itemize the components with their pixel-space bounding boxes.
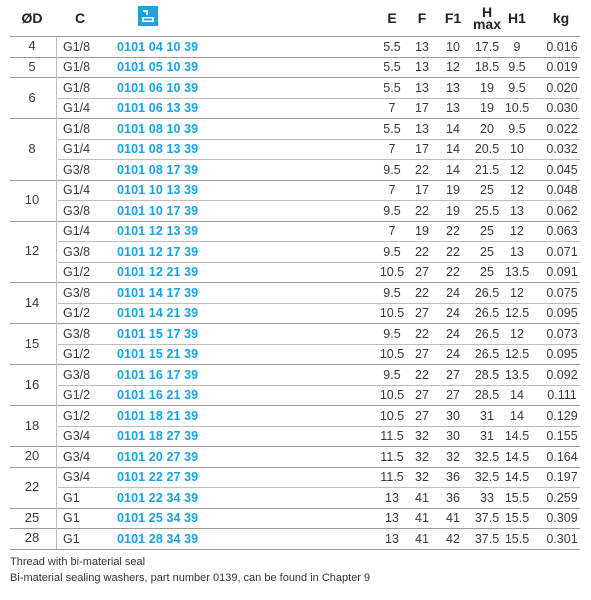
thread-cell: G1/2 xyxy=(63,347,91,361)
header-f1: F1 xyxy=(444,10,462,26)
cell-hmax: 19 xyxy=(480,80,494,95)
cell-f: 32 xyxy=(415,429,429,443)
cell-f: 27 xyxy=(415,306,429,320)
cell-f: 27 xyxy=(415,347,429,361)
cell-e: 7 xyxy=(388,224,396,238)
cell-f1: 36 xyxy=(446,490,460,505)
cell-kg: 0.092 xyxy=(546,367,578,382)
cell-hmax: 20.5 xyxy=(474,142,500,156)
cell-kg: 0.073 xyxy=(546,326,578,341)
cell-hmax: 31 xyxy=(480,408,494,423)
thread-cell: G3/8 xyxy=(63,326,91,341)
thread-cell: G1/2 xyxy=(63,408,91,423)
cell-kg: 0.016 xyxy=(546,39,578,54)
cell-e: 11.5 xyxy=(380,470,404,484)
cell-hmax: 26.5 xyxy=(474,326,500,341)
cell-f: 41 xyxy=(415,531,429,546)
cell-hmax: 25 xyxy=(480,183,494,197)
cell-h1: 12.5 xyxy=(504,306,530,320)
header-thread: C xyxy=(74,10,86,26)
cell-e: 7 xyxy=(388,101,396,115)
part-number-cell: 0101 08 13 39 xyxy=(117,142,199,156)
cell-f1: 24 xyxy=(446,285,460,300)
cell-kg: 0.045 xyxy=(546,162,578,177)
cell-e: 9.5 xyxy=(383,244,401,259)
cell-kg: 0.075 xyxy=(546,285,578,300)
cell-hmax: 19 xyxy=(480,101,494,115)
header-hmax-bottom: max xyxy=(472,16,502,32)
cell-hmax: 28.5 xyxy=(474,367,500,382)
cell-e: 11.5 xyxy=(380,449,404,464)
cell-f1: 24 xyxy=(446,326,460,341)
cell-f: 17 xyxy=(415,142,429,156)
cell-e: 5.5 xyxy=(383,39,401,54)
cell-hmax: 18.5 xyxy=(474,60,500,74)
cell-hmax: 25 xyxy=(480,244,494,259)
thread-cell: G1/8 xyxy=(63,121,91,136)
cell-f1: 30 xyxy=(446,429,460,443)
cell-kg: 0.019 xyxy=(546,60,578,74)
diameter-cell: 10 xyxy=(24,192,40,207)
part-number-cell: 0101 10 17 39 xyxy=(117,203,199,218)
cell-hmax: 17.5 xyxy=(474,39,500,54)
cell-hmax: 28.5 xyxy=(474,388,500,402)
cell-e: 13 xyxy=(385,511,399,525)
cell-f: 22 xyxy=(415,244,429,259)
thread-cell: G3/8 xyxy=(63,367,91,382)
footnote-washers: Bi-material sealing washers, part number 0139, can be found in Chapter 9 xyxy=(10,572,371,584)
cell-h1: 15.5 xyxy=(504,531,530,546)
cell-f1: 13 xyxy=(446,80,460,95)
cell-f1: 42 xyxy=(446,531,460,546)
thread-cell: G1/2 xyxy=(63,388,91,402)
thread-cell: G3/8 xyxy=(63,162,91,177)
cell-h1: 14 xyxy=(510,388,524,402)
part-number-cell: 0101 10 13 39 xyxy=(117,183,199,197)
cell-kg: 0.309 xyxy=(546,511,578,525)
part-number-cell: 0101 04 10 39 xyxy=(117,39,199,54)
cell-h1: 14 xyxy=(510,408,524,423)
thread-cell: G1 xyxy=(63,490,80,505)
part-number-cell: 0101 12 17 39 xyxy=(117,244,199,259)
diameter-cell: 8 xyxy=(28,140,36,156)
cell-f1: 19 xyxy=(446,183,460,197)
thread-cell: G3/4 xyxy=(63,470,91,484)
cell-kg: 0.301 xyxy=(546,531,578,546)
diameter-cell: 6 xyxy=(28,89,36,105)
cell-f1: 22 xyxy=(446,244,460,259)
thread-cell: G1/2 xyxy=(63,265,91,279)
cell-kg: 0.048 xyxy=(546,183,578,197)
cell-e: 10.5 xyxy=(379,347,405,361)
cell-h1: 12 xyxy=(510,162,524,177)
thread-cell: G3/8 xyxy=(63,244,91,259)
header-e: E xyxy=(387,10,397,26)
cell-h1: 13.5 xyxy=(504,265,530,279)
thread-cell: G1/4 xyxy=(63,101,91,115)
diameter-cell: 16 xyxy=(24,376,40,392)
cell-kg: 0.063 xyxy=(546,224,578,238)
chain-link-brand-icon xyxy=(138,6,158,26)
diameter-cell: 12 xyxy=(24,243,40,259)
thread-cell: G3/4 xyxy=(63,449,91,464)
thread-cell: G1/8 xyxy=(63,80,91,95)
cell-f1: 13 xyxy=(446,101,460,115)
part-number-cell: 0101 18 21 39 xyxy=(117,408,199,423)
thread-cell: G1/8 xyxy=(63,60,91,74)
cell-h1: 13 xyxy=(510,244,524,259)
cell-e: 13 xyxy=(385,531,399,546)
header-hmax-top: H xyxy=(481,4,493,20)
thread-cell: G1 xyxy=(63,531,80,546)
part-number-cell: 0101 14 17 39 xyxy=(117,285,199,300)
cell-kg: 0.062 xyxy=(546,203,578,218)
cell-f1: 10 xyxy=(446,39,460,54)
header-f: F xyxy=(417,10,427,26)
thread-cell: G1/4 xyxy=(63,142,91,156)
diameter-cell: 15 xyxy=(24,335,40,351)
cell-f1: 14 xyxy=(446,121,460,136)
cell-e: 13 xyxy=(385,490,399,505)
cell-f1: 24 xyxy=(446,306,460,320)
thread-cell: G1/4 xyxy=(63,183,91,197)
part-number-cell: 0101 05 10 39 xyxy=(117,60,199,74)
cell-hmax: 32.5 xyxy=(474,470,500,484)
cell-f: 22 xyxy=(415,162,429,177)
thread-cell: G3/8 xyxy=(63,285,91,300)
cell-h1: 12 xyxy=(510,285,524,300)
group-rule xyxy=(10,549,580,550)
cell-h1: 15.5 xyxy=(504,511,530,525)
thread-cell: G3/8 xyxy=(63,203,91,218)
cell-h1: 13.5 xyxy=(504,367,530,382)
cell-f: 41 xyxy=(415,490,429,505)
cell-e: 10.5 xyxy=(379,388,405,402)
cell-f: 41 xyxy=(415,511,429,525)
cell-kg: 0.032 xyxy=(546,142,578,156)
cell-f: 22 xyxy=(415,326,429,341)
cell-h1: 14.5 xyxy=(504,470,530,484)
part-number-cell: 0101 25 34 39 xyxy=(117,511,199,525)
cell-f: 22 xyxy=(415,203,429,218)
cell-h1: 12 xyxy=(510,326,524,341)
cell-hmax: 26.5 xyxy=(474,285,500,300)
header-diameter: ØD xyxy=(21,10,43,26)
cell-f: 19 xyxy=(415,224,429,238)
part-number-cell: 0101 14 21 39 xyxy=(117,306,199,320)
cell-hmax: 26.5 xyxy=(474,306,500,320)
diameter-cell: 14 xyxy=(24,294,40,310)
cell-kg: 0.164 xyxy=(546,449,578,464)
cell-hmax: 31 xyxy=(480,429,494,443)
diameter-cell: 25 xyxy=(24,509,40,525)
header-kg: kg xyxy=(552,10,570,26)
cell-f1: 22 xyxy=(446,224,460,238)
cell-f1: 36 xyxy=(446,470,460,484)
cell-f: 27 xyxy=(415,388,429,402)
cell-f: 32 xyxy=(415,449,429,464)
cell-f: 13 xyxy=(415,60,429,74)
cell-h1: 14.5 xyxy=(504,449,530,464)
cell-e: 7 xyxy=(388,183,396,197)
cell-h1: 10 xyxy=(510,142,524,156)
cell-e: 11.5 xyxy=(380,429,404,443)
cell-f: 17 xyxy=(415,183,429,197)
cell-e: 7 xyxy=(388,142,396,156)
cell-kg: 0.155 xyxy=(546,429,578,443)
thread-cell: G3/4 xyxy=(63,429,91,443)
cell-h1: 9.5 xyxy=(508,80,526,95)
cell-e: 5.5 xyxy=(383,121,401,136)
diameter-cell: 18 xyxy=(24,417,40,433)
part-number-cell: 0101 08 10 39 xyxy=(117,121,199,136)
cell-f1: 41 xyxy=(446,511,460,525)
cell-f1: 27 xyxy=(446,388,460,402)
cell-f1: 32 xyxy=(446,449,460,464)
cell-f: 22 xyxy=(415,285,429,300)
part-number-cell: 0101 12 21 39 xyxy=(117,265,199,279)
cell-hmax: 37.5 xyxy=(474,531,500,546)
part-number-cell: 0101 06 13 39 xyxy=(117,101,199,115)
cell-f1: 14 xyxy=(446,162,460,177)
cell-kg: 0.095 xyxy=(546,347,578,361)
cell-h1: 9.5 xyxy=(508,121,526,136)
part-number-cell: 0101 08 17 39 xyxy=(117,162,199,177)
cell-kg: 0.020 xyxy=(546,80,578,95)
cell-hmax: 25 xyxy=(480,265,494,279)
cell-f1: 12 xyxy=(446,60,460,74)
cell-e: 10.5 xyxy=(379,306,405,320)
cell-f1: 27 xyxy=(446,367,460,382)
cell-e: 10.5 xyxy=(379,265,405,279)
cell-kg: 0.129 xyxy=(546,408,578,423)
cell-hmax: 25.5 xyxy=(474,203,500,218)
cell-h1: 12 xyxy=(510,183,524,197)
cell-f1: 14 xyxy=(446,142,460,156)
thread-cell: G1 xyxy=(63,511,80,525)
diameter-divider xyxy=(56,36,57,549)
part-number-cell: 0101 28 34 39 xyxy=(117,531,199,546)
diameter-cell: 4 xyxy=(28,38,36,54)
cell-hmax: 25 xyxy=(480,224,494,238)
header-h1: H1 xyxy=(508,10,526,26)
cell-hmax: 32.5 xyxy=(474,449,500,464)
cell-hmax: 20 xyxy=(480,121,494,136)
cell-kg: 0.259 xyxy=(546,490,578,505)
part-number-cell: 0101 20 27 39 xyxy=(117,449,199,464)
cell-hmax: 33 xyxy=(480,490,494,505)
thread-cell: G1/4 xyxy=(63,224,91,238)
cell-f1: 19 xyxy=(446,203,460,218)
diameter-cell: 28 xyxy=(24,530,40,546)
cell-h1: 9.5 xyxy=(508,60,526,74)
cell-h1: 15.5 xyxy=(504,490,530,505)
cell-h1: 12 xyxy=(510,224,524,238)
cell-e: 5.5 xyxy=(383,60,401,74)
diameter-cell: 22 xyxy=(24,479,40,494)
part-number-cell: 0101 15 21 39 xyxy=(117,347,199,361)
cell-h1: 13 xyxy=(510,203,524,218)
cell-hmax: 37.5 xyxy=(474,511,500,525)
cell-f: 17 xyxy=(415,101,429,115)
part-number-cell: 0101 16 21 39 xyxy=(117,388,199,402)
cell-kg: 0.197 xyxy=(546,470,578,484)
cell-kg: 0.071 xyxy=(546,244,578,259)
cell-f: 27 xyxy=(415,408,429,423)
part-number-cell: 0101 22 27 39 xyxy=(117,470,199,484)
thread-cell: G1/2 xyxy=(63,306,91,320)
cell-kg: 0.095 xyxy=(546,306,578,320)
cell-h1: 9 xyxy=(513,39,521,54)
cell-f1: 24 xyxy=(446,347,460,361)
cell-e: 9.5 xyxy=(383,285,401,300)
cell-f: 13 xyxy=(415,39,429,54)
cell-f: 13 xyxy=(415,80,429,95)
cell-f: 22 xyxy=(415,367,429,382)
cell-e: 9.5 xyxy=(383,326,401,341)
cell-f: 13 xyxy=(415,121,429,136)
cell-hmax: 26.5 xyxy=(474,347,500,361)
part-number-cell: 0101 18 27 39 xyxy=(117,429,199,443)
part-number-cell: 0101 15 17 39 xyxy=(117,326,199,341)
part-number-cell: 0101 12 13 39 xyxy=(117,224,199,238)
footnote-thread: Thread with bi-material seal xyxy=(10,556,146,568)
cell-hmax: 21.5 xyxy=(474,162,500,177)
cell-kg: 0.030 xyxy=(546,101,578,115)
part-number-cell: 0101 06 10 39 xyxy=(117,80,199,95)
thread-cell: G1/8 xyxy=(63,39,91,54)
cell-e: 10.5 xyxy=(379,408,405,423)
cell-kg: 0.022 xyxy=(546,121,578,136)
part-number-cell: 0101 22 34 39 xyxy=(117,490,199,505)
cell-f1: 30 xyxy=(446,408,460,423)
cell-e: 9.5 xyxy=(383,162,401,177)
cell-h1: 14.5 xyxy=(504,429,530,443)
cell-e: 9.5 xyxy=(383,367,401,382)
cell-h1: 12.5 xyxy=(504,347,530,361)
cell-e: 5.5 xyxy=(383,80,401,95)
cell-kg: 0.091 xyxy=(546,265,578,279)
cell-f: 32 xyxy=(415,470,429,484)
cell-f1: 22 xyxy=(446,265,460,279)
part-number-cell: 0101 16 17 39 xyxy=(117,367,199,382)
cell-h1: 10.5 xyxy=(504,101,530,115)
diameter-cell: 20 xyxy=(24,448,40,464)
diameter-cell: 5 xyxy=(28,58,36,74)
cell-f: 27 xyxy=(415,265,429,279)
cell-kg: 0.111 xyxy=(547,388,577,402)
cell-e: 9.5 xyxy=(383,203,401,218)
